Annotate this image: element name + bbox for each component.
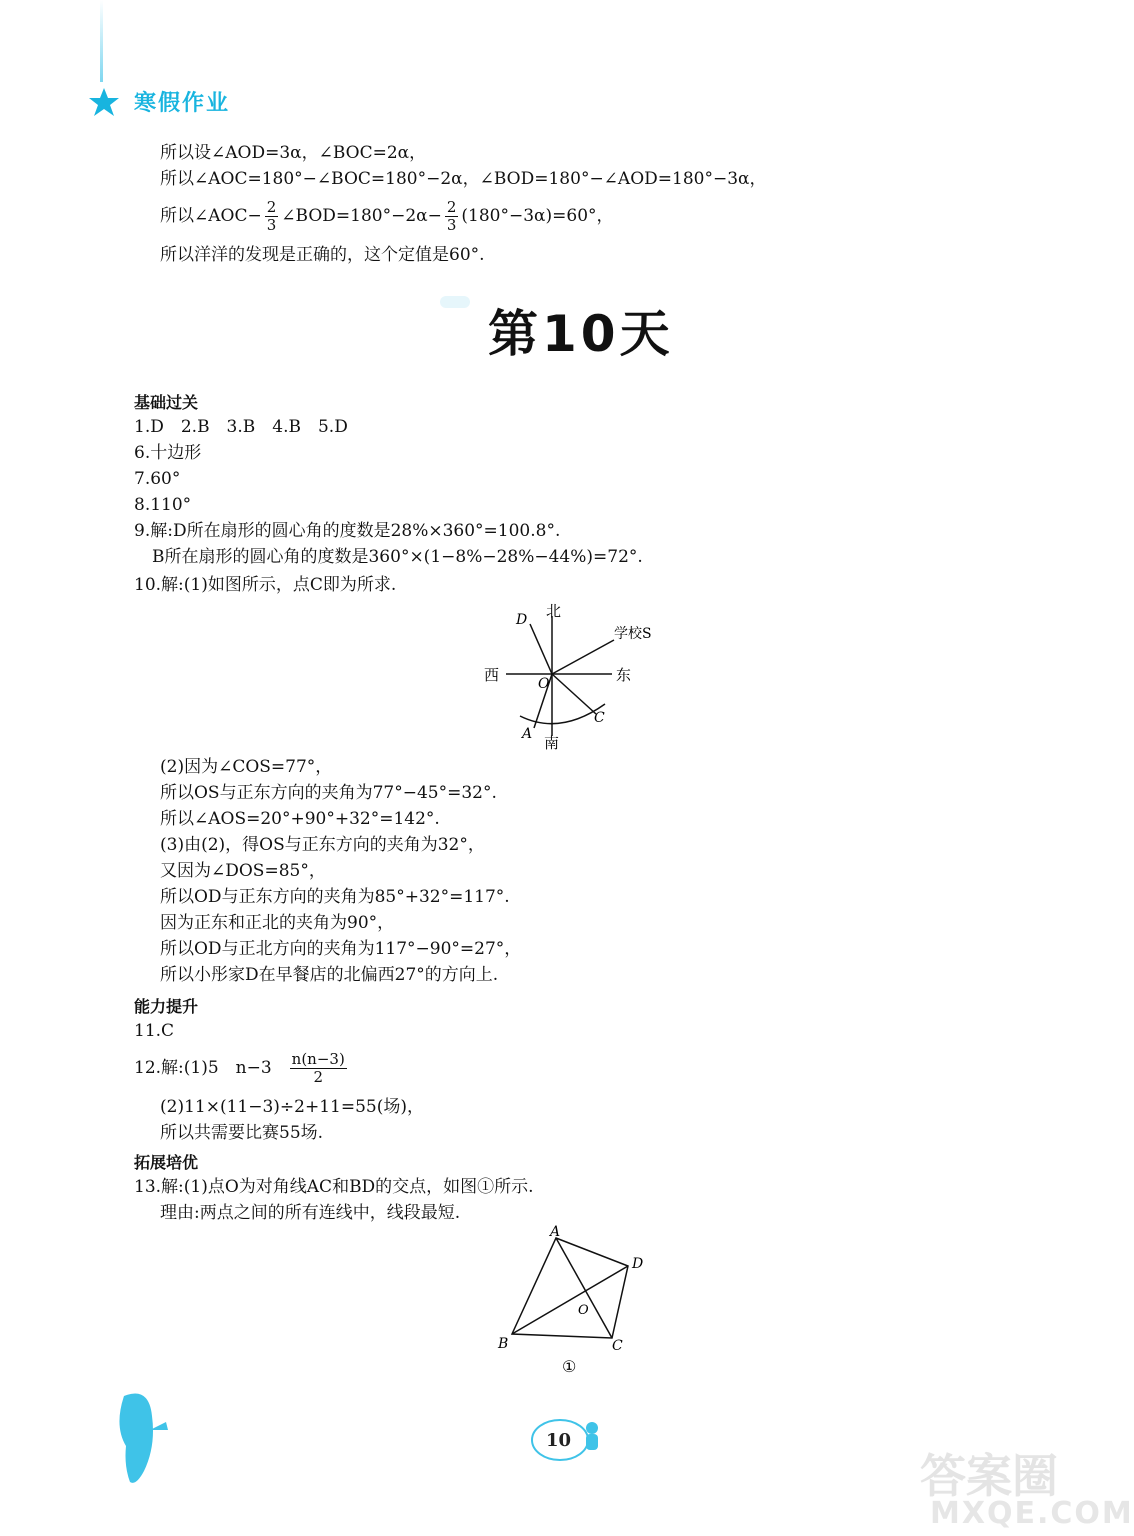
intro-line-1: 所以设∠AOD=3α，∠BOC=2α，: [160, 143, 427, 163]
frac-den: 2: [313, 1068, 324, 1086]
label-o: O: [538, 676, 550, 692]
frac-den: 3: [446, 216, 457, 234]
label-a: A: [550, 1224, 561, 1240]
od-ray: [530, 624, 552, 674]
q10-line-7: 因为正东和正北的夹角为90°，: [160, 913, 395, 933]
answer-line-9a: 9.解:D所在扇形的圆心角的度数是28%×360°=100.8°.: [134, 521, 561, 541]
label-d: D: [516, 612, 528, 628]
oc-ray: [552, 674, 596, 714]
q10-line-9: 所以小彤家D在早餐店的北偏西27°的方向上.: [160, 965, 499, 985]
intro-frac-mid: ∠BOD=180°−2α−: [281, 206, 442, 226]
title-decoration: [440, 296, 470, 308]
fraction-two-thirds-1: [265, 199, 279, 234]
q10-line-2: 所以OS与正东方向的夹角为77°−45°=32°.: [160, 783, 497, 803]
q10-line-6: 所以OD与正东方向的夹角为85°+32°=117°.: [160, 887, 510, 907]
mascot-icon: [104, 1386, 174, 1496]
frac-num: 2: [266, 198, 277, 216]
os-ray: [552, 640, 614, 674]
diagonal-ac: [556, 1238, 612, 1338]
answer-line-10: 10.解:(1)如图所示，点C即为所求.: [134, 575, 397, 595]
fraction-n-n-3-over-2: [290, 1051, 347, 1086]
label-school-s: 学校S: [614, 626, 652, 642]
label-o: O: [578, 1303, 589, 1318]
header-decoration-bar: [100, 0, 103, 82]
intro-line-2: 所以∠AOC=180°−∠BOC=180°−2α，∠BOD=180°−∠AOD=180°−3α，: [160, 169, 767, 189]
q10-line-3: 所以∠AOS=20°+90°+32°=142°.: [160, 809, 440, 829]
q10-line-1: (2)因为∠COS=77°，: [160, 757, 333, 777]
answer-line-8: 8.110°: [134, 495, 192, 515]
answer-line-13b: 理由:两点之间的所有连线中，线段最短.: [160, 1203, 461, 1223]
compass-diagram: [470, 596, 680, 756]
frac-num: 2: [446, 198, 457, 216]
answer-line-12b: (2)11×(11−3)÷2+11=55(场)，: [160, 1097, 424, 1117]
section-extend: 拓展培优: [134, 1153, 199, 1172]
answer-line-12c: 所以共需要比赛55场.: [160, 1123, 324, 1143]
quadrilateral-diagram: [490, 1222, 660, 1382]
label-d: D: [632, 1256, 644, 1272]
label-west: 西: [484, 666, 500, 684]
answer-line-9b: B所在扇形的圆心角的度数是360°×(1−8%−28%−44%)=72°.: [152, 547, 643, 567]
label-east: 东: [616, 666, 632, 684]
figure-caption: ①: [562, 1357, 577, 1376]
section-basic: 基础过关: [134, 393, 199, 412]
q10-line-5: 又因为∠DOS=85°，: [160, 861, 326, 881]
label-b: B: [498, 1336, 509, 1352]
watermark-url: MXQE.COM: [930, 1496, 1134, 1531]
answer-line-13a: 13.解:(1)点O为对角线AC和BD的交点，如图①所示.: [134, 1177, 534, 1197]
intro-frac-pre: 所以∠AOC−: [160, 206, 262, 226]
label-south: 南: [544, 734, 560, 752]
q12-pre: 12.解:(1)5 n−3: [134, 1058, 272, 1078]
answer-line-7: 7.60°: [134, 469, 181, 489]
star-icon: [88, 86, 120, 118]
diagonal-bd: [512, 1266, 628, 1334]
watermark-logo: 答案圈: [920, 1449, 1058, 1503]
label-north: 北: [546, 602, 562, 620]
header-title: 寒假作业: [134, 91, 231, 116]
section-ability: 能力提升: [134, 997, 199, 1016]
q10-line-4: (3)由(2)，得OS与正东方向的夹角为32°，: [160, 835, 485, 855]
answer-line-1-5: 1.D 2.B 3.B 4.B 5.D: [134, 417, 348, 437]
answer-line-12a: [134, 1046, 350, 1090]
arc: [520, 704, 605, 724]
intro-line-3: [160, 196, 614, 236]
label-c: C: [612, 1338, 623, 1354]
frac-den: 3: [266, 216, 277, 234]
label-c: C: [594, 710, 605, 726]
page-number: 10: [546, 1430, 572, 1451]
answer-line-6: 6.十边形: [134, 443, 202, 463]
label-a: A: [522, 726, 533, 742]
frac-num: n(n−3): [291, 1050, 345, 1068]
intro-frac-post: (180°−3α)=60°，: [461, 206, 614, 226]
answer-line-11: 11.C: [134, 1021, 175, 1041]
day-title: 第10天: [488, 305, 674, 363]
intro-conclusion: 所以洋洋的发现是正确的，这个定值是60°.: [160, 245, 485, 265]
q10-line-8: 所以OD与正北方向的夹角为117°−90°=27°，: [160, 939, 522, 959]
fraction-two-thirds-2: [445, 199, 459, 234]
